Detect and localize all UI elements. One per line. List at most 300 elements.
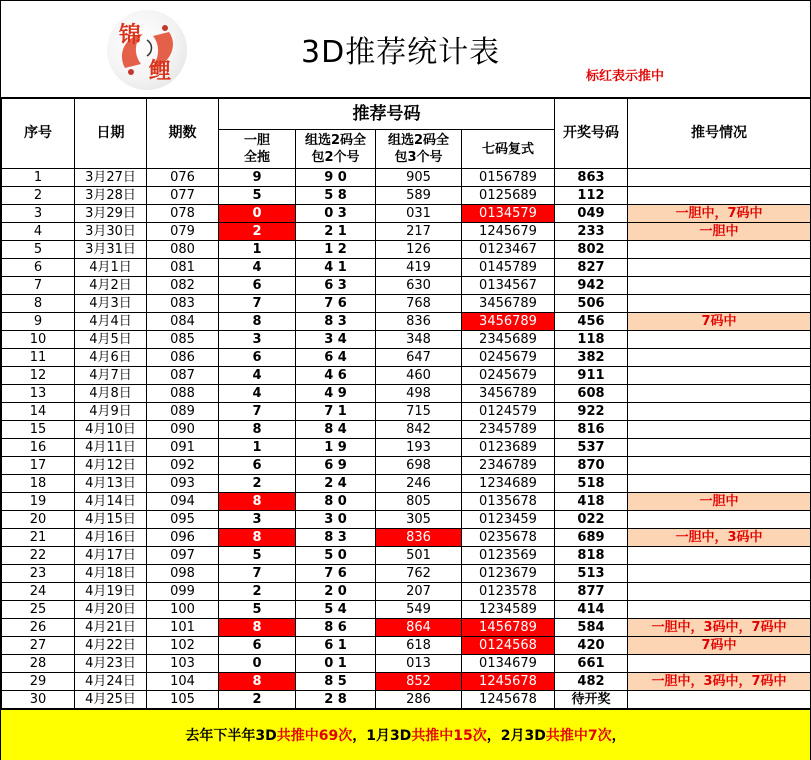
table-row [2, 223, 811, 241]
cell-date: 4月24日 [75, 673, 147, 691]
cell-issue: 103 [147, 655, 219, 673]
cell-result: 049 [555, 205, 628, 223]
cell-zx2: 0 3 [296, 205, 376, 223]
cell-danma: 7 [219, 403, 296, 421]
cell-date: 4月7日 [75, 367, 147, 385]
cell-zx3: 193 [376, 439, 462, 457]
cell-zx3: 498 [376, 385, 462, 403]
cell-date: 4月9日 [75, 403, 147, 421]
cell-danma: 8 [219, 421, 296, 439]
cell-issue: 104 [147, 673, 219, 691]
cell-zx3: 805 [376, 493, 462, 511]
cell-seq: 12 [2, 367, 75, 385]
cell-danma: 2 [219, 691, 296, 709]
cell-danma: 0 [219, 655, 296, 673]
cell-zx3: 852 [376, 673, 462, 691]
cell-situation: 一胆中，3码中 [628, 529, 811, 547]
table-row [2, 313, 811, 331]
cell-danma: 4 [219, 385, 296, 403]
col-header-date: 日期 [75, 99, 147, 169]
cell-result: 112 [555, 187, 628, 205]
cell-situation [628, 439, 811, 457]
cell-issue: 080 [147, 241, 219, 259]
table-row [2, 547, 811, 565]
cell-result: 802 [555, 241, 628, 259]
footer-text-4: ， [611, 728, 626, 744]
cell-issue: 082 [147, 277, 219, 295]
table-row [2, 439, 811, 457]
cell-danma: 0 [219, 205, 296, 223]
page-title: 3D推荐统计表 [301, 35, 501, 70]
cell-zx2: 8 0 [296, 493, 376, 511]
cell-seq: 25 [2, 601, 75, 619]
cell-danma: 1 [219, 241, 296, 259]
cell-date: 4月23日 [75, 655, 147, 673]
cell-danma: 7 [219, 565, 296, 583]
cell-date: 4月1日 [75, 259, 147, 277]
cell-result: 118 [555, 331, 628, 349]
cell-danma: 6 [219, 277, 296, 295]
cell-zx2: 0 1 [296, 655, 376, 673]
table-row [2, 619, 811, 637]
cell-situation [628, 259, 811, 277]
cell-seq: 24 [2, 583, 75, 601]
table-row [2, 187, 811, 205]
cell-zx2: 7 6 [296, 295, 376, 313]
cell-seq: 6 [2, 259, 75, 277]
cell-issue: 097 [147, 547, 219, 565]
cell-zx2: 5 0 [296, 547, 376, 565]
cell-situation [628, 655, 811, 673]
cell-situation [628, 601, 811, 619]
cell-zx3: 836 [376, 313, 462, 331]
cell-date: 3月30日 [75, 223, 147, 241]
cell-seq: 1 [2, 169, 75, 187]
cell-date: 4月19日 [75, 583, 147, 601]
col-header-zx3: 组选2码全 包3个号 [376, 130, 462, 169]
cell-situation [628, 241, 811, 259]
table-row [2, 205, 811, 223]
footer-text-2: ，1月3D [352, 728, 412, 744]
cell-zx2: 6 3 [296, 277, 376, 295]
cell-issue: 089 [147, 403, 219, 421]
cell-zx2: 3 4 [296, 331, 376, 349]
table-row [2, 403, 811, 421]
cell-issue: 083 [147, 295, 219, 313]
cell-danma: 6 [219, 637, 296, 655]
table-row [2, 529, 811, 547]
cell-zx2: 8 3 [296, 529, 376, 547]
cell-danma: 8 [219, 529, 296, 547]
cell-date: 4月16日 [75, 529, 147, 547]
logo-char-2: 鲤 [149, 58, 172, 84]
cell-seq: 4 [2, 223, 75, 241]
cell-situation [628, 385, 811, 403]
cell-issue: 085 [147, 331, 219, 349]
cell-danma: 5 [219, 187, 296, 205]
cell-situation: 一胆中，3码中，7码中 [628, 619, 811, 637]
cell-qima: 2346789 [462, 457, 555, 475]
cell-qima: 2345789 [462, 421, 555, 439]
cell-situation [628, 169, 811, 187]
table-row [2, 475, 811, 493]
cell-seq: 3 [2, 205, 75, 223]
cell-zx3: 501 [376, 547, 462, 565]
table-row [2, 583, 811, 601]
cell-result: 513 [555, 565, 628, 583]
cell-situation [628, 277, 811, 295]
cell-issue: 090 [147, 421, 219, 439]
cell-result: 482 [555, 673, 628, 691]
cell-seq: 18 [2, 475, 75, 493]
cell-issue: 081 [147, 259, 219, 277]
cell-danma: 2 [219, 223, 296, 241]
cell-qima: 1245678 [462, 691, 555, 709]
sheet-header [1, 1, 810, 98]
cell-result: 816 [555, 421, 628, 439]
cell-date: 3月27日 [75, 169, 147, 187]
cell-issue: 099 [147, 583, 219, 601]
cell-danma: 9 [219, 169, 296, 187]
cell-zx2: 2 0 [296, 583, 376, 601]
cell-result: 233 [555, 223, 628, 241]
cell-seq: 28 [2, 655, 75, 673]
cell-situation: 一胆中 [628, 223, 811, 241]
cell-qima: 1234689 [462, 475, 555, 493]
cell-qima: 0124568 [462, 637, 555, 655]
cell-date: 4月4日 [75, 313, 147, 331]
cell-qima: 0134567 [462, 277, 555, 295]
legend-note: 标红表示推中 [586, 69, 665, 84]
table-row [2, 259, 811, 277]
cell-zx3: 618 [376, 637, 462, 655]
cell-zx2: 8 4 [296, 421, 376, 439]
koi-logo [107, 10, 187, 90]
table-body [2, 169, 811, 709]
table-row [2, 655, 811, 673]
table-row [2, 385, 811, 403]
cell-result: 537 [555, 439, 628, 457]
summary-footer [1, 709, 810, 760]
footer-count-2: 共推中15次 [411, 728, 487, 744]
cell-date: 4月18日 [75, 565, 147, 583]
cell-situation [628, 511, 811, 529]
cell-seq: 14 [2, 403, 75, 421]
cell-date: 4月25日 [75, 691, 147, 709]
cell-issue: 084 [147, 313, 219, 331]
cell-date: 4月6日 [75, 349, 147, 367]
cell-zx3: 647 [376, 349, 462, 367]
cell-date: 4月22日 [75, 637, 147, 655]
cell-result: 922 [555, 403, 628, 421]
cell-qima: 1245678 [462, 673, 555, 691]
cell-date: 4月2日 [75, 277, 147, 295]
cell-danma: 3 [219, 331, 296, 349]
table-row [2, 331, 811, 349]
cell-danma: 5 [219, 547, 296, 565]
cell-danma: 6 [219, 349, 296, 367]
footer-count-1: 共推中69次 [276, 728, 353, 744]
cell-situation [628, 475, 811, 493]
cell-zx2: 6 1 [296, 637, 376, 655]
cell-zx3: 630 [376, 277, 462, 295]
cell-qima: 0123578 [462, 583, 555, 601]
cell-zx3: 305 [376, 511, 462, 529]
cell-result: 382 [555, 349, 628, 367]
cell-issue: 100 [147, 601, 219, 619]
cell-danma: 8 [219, 673, 296, 691]
cell-result: 877 [555, 583, 628, 601]
cell-situation [628, 421, 811, 439]
cell-zx3: 715 [376, 403, 462, 421]
table-row [2, 673, 811, 691]
table-row [2, 511, 811, 529]
cell-issue: 077 [147, 187, 219, 205]
col-header-recommend: 推荐号码 [219, 99, 555, 130]
cell-result: 911 [555, 367, 628, 385]
cell-issue: 092 [147, 457, 219, 475]
cell-qima: 1234589 [462, 601, 555, 619]
cell-zx2: 8 3 [296, 313, 376, 331]
cell-danma: 7 [219, 295, 296, 313]
cell-qima: 3456789 [462, 295, 555, 313]
cell-issue: 095 [147, 511, 219, 529]
cell-seq: 15 [2, 421, 75, 439]
cell-qima: 3456789 [462, 313, 555, 331]
logo-char-1: 锦 [119, 22, 142, 48]
cell-zx3: 762 [376, 565, 462, 583]
cell-zx3: 126 [376, 241, 462, 259]
cell-seq: 5 [2, 241, 75, 259]
cell-qima: 1245679 [462, 223, 555, 241]
cell-zx3: 031 [376, 205, 462, 223]
cell-zx2: 4 1 [296, 259, 376, 277]
cell-situation [628, 583, 811, 601]
cell-zx2: 5 4 [296, 601, 376, 619]
cell-seq: 9 [2, 313, 75, 331]
cell-qima: 0145789 [462, 259, 555, 277]
cell-qima: 0245679 [462, 367, 555, 385]
cell-date: 4月11日 [75, 439, 147, 457]
cell-seq: 17 [2, 457, 75, 475]
cell-result: 827 [555, 259, 628, 277]
cell-situation [628, 691, 811, 709]
cell-issue: 105 [147, 691, 219, 709]
cell-situation: 一胆中，7码中 [628, 205, 811, 223]
footer-text-3: ，2月3D [486, 728, 546, 744]
cell-danma: 6 [219, 457, 296, 475]
col-header-result: 开奖号码 [555, 99, 628, 169]
cell-date: 3月29日 [75, 205, 147, 223]
table-row [2, 367, 811, 385]
cell-qima: 0123467 [462, 241, 555, 259]
cell-situation [628, 331, 811, 349]
cell-qima: 0156789 [462, 169, 555, 187]
cell-danma: 2 [219, 475, 296, 493]
cell-issue: 096 [147, 529, 219, 547]
cell-result: 689 [555, 529, 628, 547]
cell-issue: 091 [147, 439, 219, 457]
table-row [2, 277, 811, 295]
cell-date: 4月3日 [75, 295, 147, 313]
cell-seq: 21 [2, 529, 75, 547]
cell-issue: 087 [147, 367, 219, 385]
cell-result: 863 [555, 169, 628, 187]
cell-issue: 098 [147, 565, 219, 583]
cell-qima: 0123679 [462, 565, 555, 583]
cell-zx3: 348 [376, 331, 462, 349]
cell-danma: 2 [219, 583, 296, 601]
cell-danma: 1 [219, 439, 296, 457]
cell-issue: 093 [147, 475, 219, 493]
cell-danma: 8 [219, 619, 296, 637]
cell-result: 608 [555, 385, 628, 403]
cell-situation: 7码中 [628, 313, 811, 331]
cell-situation [628, 403, 811, 421]
cell-zx3: 013 [376, 655, 462, 673]
table-row [2, 637, 811, 655]
cell-date: 4月13日 [75, 475, 147, 493]
col-header-qima: 七码复式 [462, 130, 555, 169]
cell-zx2: 8 5 [296, 673, 376, 691]
cell-date: 4月20日 [75, 601, 147, 619]
cell-issue: 076 [147, 169, 219, 187]
col-header-zx2: 组选2码全 包2个号 [296, 130, 376, 169]
cell-zx3: 768 [376, 295, 462, 313]
cell-result: 418 [555, 493, 628, 511]
cell-qima: 0245679 [462, 349, 555, 367]
table-row [2, 349, 811, 367]
cell-issue: 078 [147, 205, 219, 223]
cell-situation: 一胆中 [628, 493, 811, 511]
cell-zx3: 842 [376, 421, 462, 439]
cell-issue: 079 [147, 223, 219, 241]
cell-zx3: 246 [376, 475, 462, 493]
table-row [2, 457, 811, 475]
cell-zx2: 6 4 [296, 349, 376, 367]
cell-date: 4月8日 [75, 385, 147, 403]
cell-danma: 4 [219, 367, 296, 385]
table-row [2, 421, 811, 439]
cell-zx2: 4 9 [296, 385, 376, 403]
cell-date: 4月10日 [75, 421, 147, 439]
footer-count-3: 共推中7次 [545, 728, 612, 744]
cell-seq: 22 [2, 547, 75, 565]
cell-zx2: 8 6 [296, 619, 376, 637]
cell-situation [628, 457, 811, 475]
cell-situation [628, 565, 811, 583]
cell-zx3: 864 [376, 619, 462, 637]
cell-qima: 2345689 [462, 331, 555, 349]
cell-danma: 3 [219, 511, 296, 529]
cell-situation [628, 295, 811, 313]
cell-situation: 一胆中，3码中，7码中 [628, 673, 811, 691]
cell-zx2: 7 6 [296, 565, 376, 583]
cell-zx2: 4 6 [296, 367, 376, 385]
cell-danma: 8 [219, 493, 296, 511]
cell-situation: 7码中 [628, 637, 811, 655]
cell-zx3: 905 [376, 169, 462, 187]
cell-situation [628, 367, 811, 385]
cell-seq: 30 [2, 691, 75, 709]
table-row [2, 601, 811, 619]
col-header-issue: 期数 [147, 99, 219, 169]
cell-date: 3月31日 [75, 241, 147, 259]
cell-qima: 1456789 [462, 619, 555, 637]
cell-date: 4月15日 [75, 511, 147, 529]
cell-result: 870 [555, 457, 628, 475]
cell-situation [628, 349, 811, 367]
cell-zx2: 9 0 [296, 169, 376, 187]
table-row [2, 565, 811, 583]
cell-seq: 19 [2, 493, 75, 511]
table-row [2, 691, 811, 709]
cell-date: 4月14日 [75, 493, 147, 511]
cell-danma: 5 [219, 601, 296, 619]
cell-result: 414 [555, 601, 628, 619]
table-row [2, 241, 811, 259]
cell-zx2: 1 9 [296, 439, 376, 457]
cell-zx3: 549 [376, 601, 462, 619]
footer-text-1: 去年下半年3D [185, 728, 277, 744]
cell-qima: 0124579 [462, 403, 555, 421]
cell-qima: 0134579 [462, 205, 555, 223]
cell-seq: 26 [2, 619, 75, 637]
cell-issue: 086 [147, 349, 219, 367]
col-header-danma: 一胆 全拖 [219, 130, 296, 169]
cell-seq: 13 [2, 385, 75, 403]
cell-seq: 2 [2, 187, 75, 205]
cell-result: 待开奖 [555, 691, 628, 709]
cell-danma: 8 [219, 313, 296, 331]
cell-zx2: 6 9 [296, 457, 376, 475]
cell-result: 661 [555, 655, 628, 673]
cell-qima: 0123569 [462, 547, 555, 565]
col-header-seq: 序号 [2, 99, 75, 169]
cell-seq: 29 [2, 673, 75, 691]
cell-zx3: 207 [376, 583, 462, 601]
cell-result: 506 [555, 295, 628, 313]
cell-qima: 0125689 [462, 187, 555, 205]
cell-issue: 102 [147, 637, 219, 655]
cell-seq: 20 [2, 511, 75, 529]
cell-result: 818 [555, 547, 628, 565]
cell-zx3: 419 [376, 259, 462, 277]
cell-result: 022 [555, 511, 628, 529]
cell-seq: 16 [2, 439, 75, 457]
cell-result: 518 [555, 475, 628, 493]
cell-zx2: 2 8 [296, 691, 376, 709]
cell-seq: 11 [2, 349, 75, 367]
cell-zx2: 7 1 [296, 403, 376, 421]
cell-qima: 0134679 [462, 655, 555, 673]
cell-seq: 10 [2, 331, 75, 349]
table-row [2, 169, 811, 187]
cell-date: 4月17日 [75, 547, 147, 565]
cell-zx2: 2 1 [296, 223, 376, 241]
cell-issue: 094 [147, 493, 219, 511]
cell-result: 456 [555, 313, 628, 331]
cell-issue: 101 [147, 619, 219, 637]
cell-zx3: 589 [376, 187, 462, 205]
cell-zx2: 1 2 [296, 241, 376, 259]
table-row [2, 493, 811, 511]
col-header-situation: 推号情况 [628, 99, 811, 169]
cell-result: 942 [555, 277, 628, 295]
cell-zx3: 217 [376, 223, 462, 241]
cell-danma: 4 [219, 259, 296, 277]
cell-issue: 088 [147, 385, 219, 403]
